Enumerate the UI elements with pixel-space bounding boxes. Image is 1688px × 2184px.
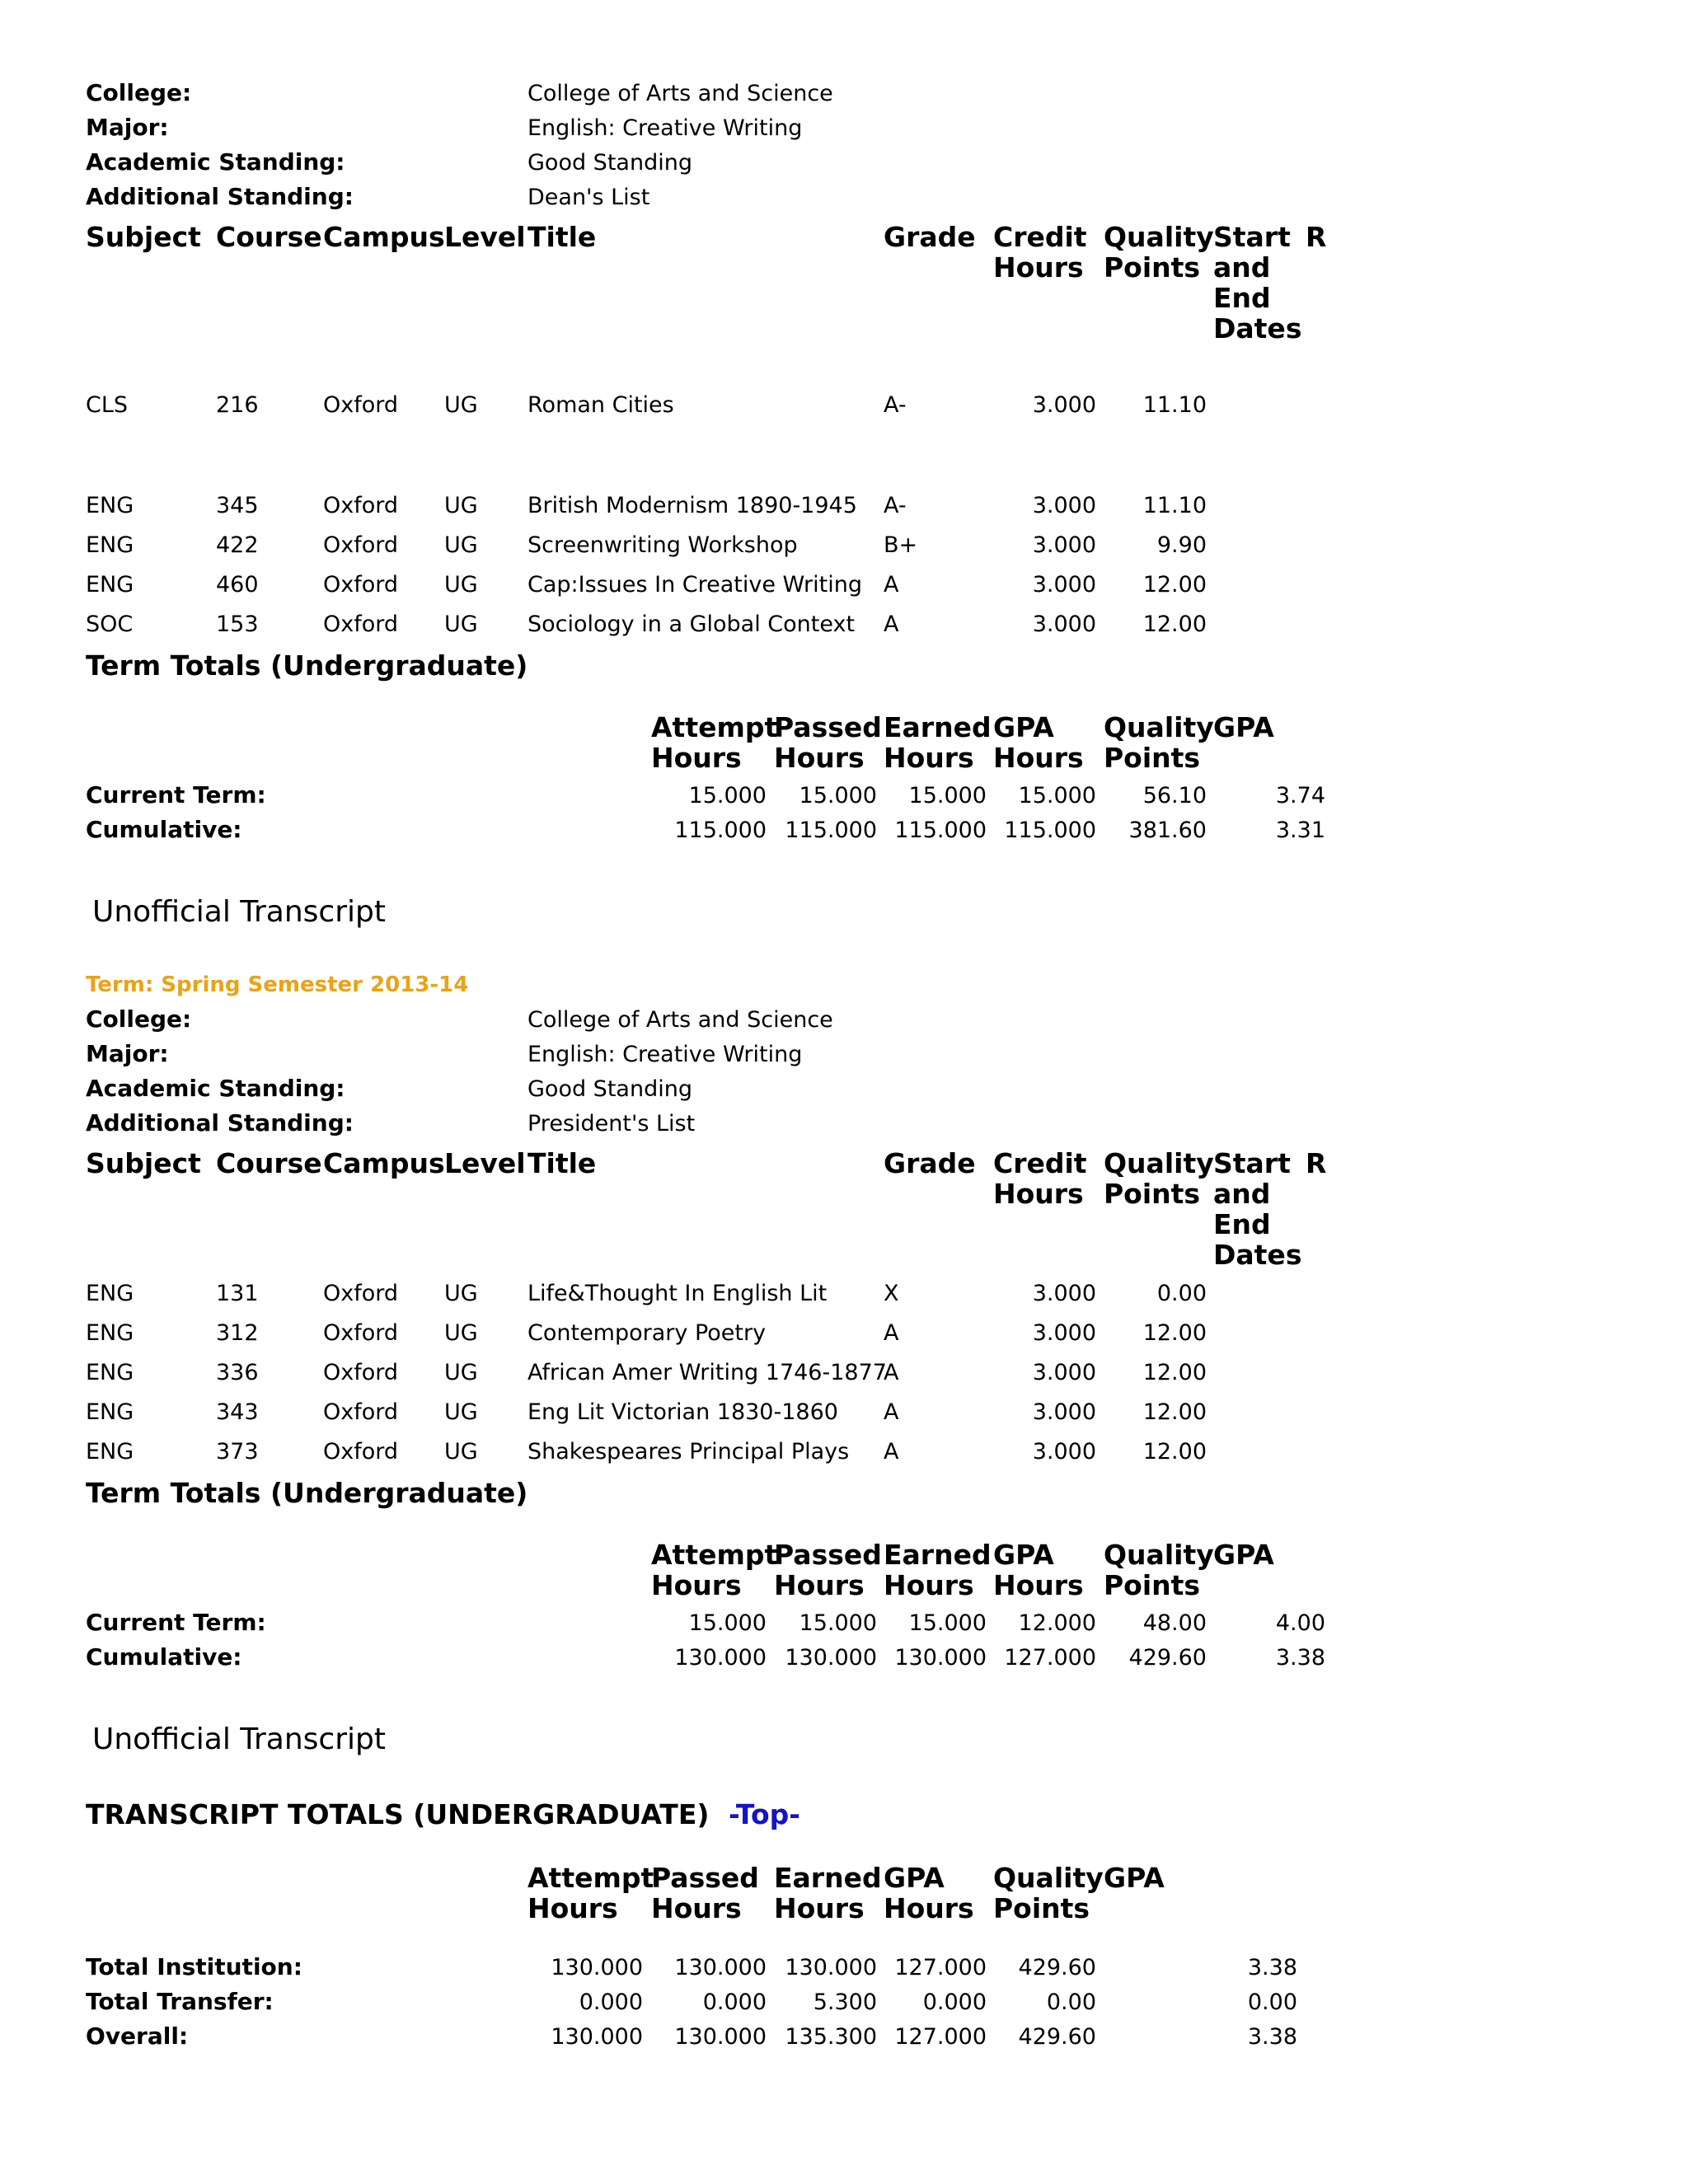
cell-title: Roman Cities (528, 392, 674, 418)
cell-credit-hours: 3.000 (1032, 392, 1096, 418)
cell-credit-hours: 3.000 (1032, 1439, 1096, 1465)
header-subject: Subject (86, 1147, 201, 1179)
totals-header-attempt: Attempt Hours (528, 1862, 654, 1924)
totals-header-passed: Passed Hours (774, 711, 882, 774)
cell-level: UG (444, 1439, 478, 1465)
cell-course: 131 (216, 1281, 259, 1306)
cell-credit-hours: 3.000 (1032, 1399, 1096, 1425)
header-grade: Grade (884, 1147, 976, 1179)
cell-passed-hours: 130.000 (674, 2024, 767, 2050)
totals-label-total-institution: Total Institution: (86, 1953, 302, 1980)
term-heading: Term: Spring Semester 2013-14 (86, 972, 469, 997)
header-subject: Subject (86, 221, 201, 253)
info-label-additional-standing: Additional Standing: (86, 183, 354, 210)
cell-quality-points: 0.00 (1156, 1281, 1207, 1306)
cell-quality-points: 0.00 (1046, 1990, 1096, 2015)
cell-grade: B+ (884, 532, 918, 558)
cell-campus: Oxford (323, 392, 399, 418)
cell-attempt-hours: 15.000 (688, 783, 767, 808)
top-link[interactable]: -Top- (729, 1798, 800, 1830)
cell-title: Contemporary Poetry (528, 1320, 767, 1346)
cell-title: Sociology in a Global Context (528, 612, 856, 637)
cell-campus: Oxford (323, 1399, 399, 1425)
totals-header-attempt: Attempt Hours (651, 1539, 778, 1601)
cell-grade: A (884, 612, 899, 637)
cell-level: UG (444, 532, 478, 558)
cell-quality-points: 429.60 (1128, 1645, 1207, 1671)
cell-title: Screenwriting Workshop (528, 532, 798, 558)
cell-title: Eng Lit Victorian 1830-1860 (528, 1399, 838, 1425)
cell-grade: X (884, 1281, 899, 1306)
info-label-major: Major: (86, 114, 169, 141)
cell-quality-points: 12.00 (1142, 1399, 1207, 1425)
cell-grade: A (884, 1360, 899, 1385)
cell-course: 373 (216, 1439, 259, 1465)
cell-gpa: 0.00 (1247, 1990, 1297, 2015)
cell-quality-points: 12.00 (1142, 1360, 1207, 1385)
cell-passed-hours: 15.000 (799, 1610, 877, 1636)
cell-level: UG (444, 392, 478, 418)
totals-header-gpa: GPA (1104, 1862, 1165, 1894)
totals-header-quality-points: Quality Points (1104, 1539, 1214, 1601)
cell-course: 422 (216, 532, 259, 558)
info-value-major: English: Creative Writing (528, 1042, 803, 1067)
header-r: R (1306, 221, 1327, 253)
totals-header-gpa: GPA (1213, 711, 1274, 743)
header-campus: Campus (323, 1147, 445, 1179)
cell-title: British Modernism 1890-1945 (528, 493, 857, 518)
cell-title: Cap:Issues In Creative Writing (528, 572, 862, 598)
header-campus: Campus (323, 221, 445, 253)
cell-quality-points: 9.90 (1156, 532, 1207, 558)
cell-level: UG (444, 1399, 478, 1425)
cell-quality-points: 381.60 (1128, 818, 1207, 843)
cell-passed-hours: 0.000 (702, 1990, 767, 2015)
cell-quality-points: 11.10 (1142, 392, 1207, 418)
cell-subject: ENG (86, 1399, 134, 1425)
cell-campus: Oxford (323, 612, 399, 637)
cell-title: Shakespeares Principal Plays (528, 1439, 850, 1465)
cell-grade: A (884, 572, 899, 598)
totals-label-cumulative: Cumulative: (86, 1643, 242, 1671)
totals-label-cumulative: Cumulative: (86, 816, 242, 843)
cell-passed-hours: 130.000 (785, 1645, 877, 1671)
totals-header-earned: Earned Hours (884, 1539, 992, 1601)
totals-label-overall: Overall: (86, 2022, 189, 2050)
info-label-major: Major: (86, 1040, 169, 1067)
cell-gpa: 3.74 (1275, 783, 1325, 808)
cell-attempt-hours: 15.000 (688, 1610, 767, 1636)
cell-campus: Oxford (323, 1320, 399, 1346)
cell-campus: Oxford (323, 493, 399, 518)
info-label-academic-standing: Academic Standing: (86, 148, 345, 176)
header-dates: Start and End Dates (1213, 1147, 1302, 1271)
info-value-major: English: Creative Writing (528, 115, 803, 141)
cell-attempt-hours: 0.000 (579, 1990, 643, 2015)
totals-label-current-term: Current Term: (86, 1609, 266, 1636)
cell-campus: Oxford (323, 1439, 399, 1465)
header-credit-hours: Credit Hours (993, 1147, 1087, 1210)
cell-quality-points: 429.60 (1018, 1955, 1096, 1980)
cell-earned-hours: 15.000 (908, 1610, 987, 1636)
term-totals-heading: Term Totals (Undergraduate) (86, 649, 528, 682)
cell-grade: A (884, 1320, 899, 1346)
totals-header-gpa-hours: GPA Hours (993, 1539, 1084, 1601)
header-course: Course (216, 1147, 322, 1179)
info-label-college: College: (86, 1005, 192, 1033)
cell-grade: A- (884, 493, 907, 518)
cell-level: UG (444, 572, 478, 598)
cell-level: UG (444, 612, 478, 637)
cell-earned-hours: 135.300 (785, 2024, 877, 2050)
cell-quality-points: 56.10 (1142, 783, 1207, 808)
cell-campus: Oxford (323, 532, 399, 558)
cell-title: Life&Thought In English Lit (528, 1281, 828, 1306)
cell-course: 312 (216, 1320, 259, 1346)
cell-gpa: 3.38 (1247, 1955, 1297, 1980)
cell-quality-points: 12.00 (1142, 1439, 1207, 1465)
cell-credit-hours: 3.000 (1032, 1320, 1096, 1346)
cell-credit-hours: 3.000 (1032, 1360, 1096, 1385)
totals-header-earned: Earned Hours (774, 1862, 882, 1924)
cell-quality-points: 11.10 (1142, 493, 1207, 518)
header-quality-points: Quality Points (1104, 221, 1214, 284)
header-grade: Grade (884, 221, 976, 253)
totals-header-quality-points: Quality Points (993, 1862, 1104, 1924)
totals-header-earned: Earned Hours (884, 711, 992, 774)
cell-attempt-hours: 130.000 (674, 1645, 767, 1671)
cell-subject: ENG (86, 1281, 134, 1306)
cell-subject: ENG (86, 493, 134, 518)
cell-level: UG (444, 1281, 478, 1306)
cell-subject: ENG (86, 572, 134, 598)
totals-header-attempt: Attempt Hours (651, 711, 778, 774)
info-label-college: College: (86, 79, 192, 106)
cell-credit-hours: 3.000 (1032, 532, 1096, 558)
totals-header-gpa-hours: GPA Hours (884, 1862, 974, 1924)
info-value-academic-standing: Good Standing (528, 150, 692, 176)
totals-header-gpa-hours: GPA Hours (993, 711, 1084, 774)
cell-campus: Oxford (323, 1360, 399, 1385)
cell-earned-hours: 15.000 (908, 783, 987, 808)
cell-quality-points: 12.00 (1142, 612, 1207, 637)
cell-grade: A (884, 1439, 899, 1465)
header-dates: Start and End Dates (1213, 221, 1302, 344)
totals-header-passed: Passed Hours (774, 1539, 882, 1601)
cell-credit-hours: 3.000 (1032, 572, 1096, 598)
header-credit-hours: Credit Hours (993, 221, 1087, 284)
cell-gpa-hours: 15.000 (1018, 783, 1096, 808)
cell-passed-hours: 115.000 (785, 818, 877, 843)
cell-level: UG (444, 1320, 478, 1346)
cell-quality-points: 12.00 (1142, 572, 1207, 598)
totals-header-gpa: GPA (1213, 1539, 1274, 1571)
cell-campus: Oxford (323, 572, 399, 598)
header-quality-points: Quality Points (1104, 1147, 1214, 1210)
cell-quality-points: 48.00 (1142, 1610, 1207, 1636)
totals-label-current-term: Current Term: (86, 781, 266, 808)
cell-gpa: 3.31 (1275, 818, 1325, 843)
cell-credit-hours: 3.000 (1032, 493, 1096, 518)
cell-subject: ENG (86, 532, 134, 558)
header-title: Title (528, 1147, 597, 1179)
cell-gpa: 4.00 (1275, 1610, 1325, 1636)
cell-attempt-hours: 115.000 (674, 818, 767, 843)
header-course: Course (216, 221, 322, 253)
cell-gpa-hours: 0.000 (922, 1990, 987, 2015)
cell-course: 153 (216, 612, 259, 637)
cell-subject: SOC (86, 612, 134, 637)
transcript-totals-heading: TRANSCRIPT TOTALS (UNDERGRADUATE) (86, 1798, 710, 1830)
cell-passed-hours: 130.000 (674, 1955, 767, 1980)
cell-level: UG (444, 493, 478, 518)
cell-attempt-hours: 130.000 (551, 1955, 643, 1980)
header-level: Level (444, 221, 526, 253)
cell-subject: ENG (86, 1320, 134, 1346)
cell-earned-hours: 115.000 (894, 818, 987, 843)
cell-earned-hours: 130.000 (785, 1955, 877, 1980)
cell-course: 336 (216, 1360, 259, 1385)
cell-attempt-hours: 130.000 (551, 2024, 643, 2050)
cell-quality-points: 12.00 (1142, 1320, 1207, 1346)
cell-subject: ENG (86, 1439, 134, 1465)
info-value-academic-standing: Good Standing (528, 1076, 692, 1102)
totals-label-total-transfer: Total Transfer: (86, 1988, 274, 2015)
totals-header-passed: Passed Hours (651, 1862, 759, 1924)
cell-grade: A- (884, 392, 907, 418)
info-label-academic-standing: Academic Standing: (86, 1075, 345, 1102)
info-label-additional-standing: Additional Standing: (86, 1109, 354, 1137)
cell-level: UG (444, 1360, 478, 1385)
cell-course: 460 (216, 572, 259, 598)
term-totals-heading: Term Totals (Undergraduate) (86, 1477, 528, 1509)
header-level: Level (444, 1147, 526, 1179)
cell-course: 216 (216, 392, 259, 418)
cell-gpa-hours: 115.000 (1004, 818, 1096, 843)
cell-earned-hours: 130.000 (894, 1645, 987, 1671)
cell-credit-hours: 3.000 (1032, 1281, 1096, 1306)
info-value-college: College of Arts and Science (528, 81, 833, 106)
cell-gpa-hours: 127.000 (894, 1955, 987, 1980)
cell-gpa: 3.38 (1247, 2024, 1297, 2050)
unofficial-transcript-label: Unofficial Transcript (92, 895, 386, 929)
cell-gpa: 3.38 (1275, 1645, 1325, 1671)
cell-quality-points: 429.60 (1018, 2024, 1096, 2050)
cell-grade: A (884, 1399, 899, 1425)
cell-earned-hours: 5.300 (813, 1990, 877, 2015)
cell-subject: ENG (86, 1360, 134, 1385)
cell-gpa-hours: 127.000 (1004, 1645, 1096, 1671)
info-value-additional-standing: President's List (528, 1111, 696, 1137)
cell-credit-hours: 3.000 (1032, 612, 1096, 637)
unofficial-transcript-label: Unofficial Transcript (92, 1722, 386, 1756)
info-value-additional-standing: Dean's List (528, 185, 650, 210)
cell-gpa-hours: 12.000 (1018, 1610, 1096, 1636)
info-value-college: College of Arts and Science (528, 1007, 833, 1033)
cell-course: 343 (216, 1399, 259, 1425)
cell-passed-hours: 15.000 (799, 783, 877, 808)
header-r: R (1306, 1147, 1327, 1179)
cell-course: 345 (216, 493, 259, 518)
cell-campus: Oxford (323, 1281, 399, 1306)
cell-title: African Amer Writing 1746-1877 (528, 1360, 887, 1385)
totals-header-quality-points: Quality Points (1104, 711, 1214, 774)
header-title: Title (528, 221, 597, 253)
cell-gpa-hours: 127.000 (894, 2024, 987, 2050)
cell-subject: CLS (86, 392, 129, 418)
